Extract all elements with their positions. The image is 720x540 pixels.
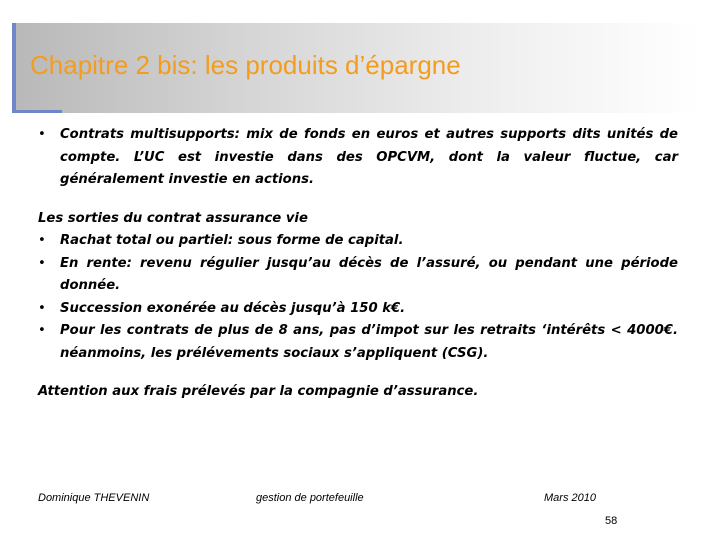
list-item-text: Succession exonérée au décès jusqu’à 150 k€. — [60, 300, 406, 316]
title-accent-bar — [12, 23, 16, 113]
title-underline — [12, 110, 62, 113]
bullet-icon: • — [38, 233, 46, 248]
page-number: 58 — [605, 515, 618, 527]
exit-options-list — [38, 230, 678, 365]
slide-body — [38, 124, 678, 404]
slide-title: Chapitre 2 bis: les produits d’épargne — [30, 50, 461, 80]
spacer — [38, 192, 678, 208]
intro-bullet — [38, 124, 678, 192]
list-item — [38, 320, 678, 365]
footer-course: gestion de portefeuille — [256, 492, 364, 504]
bullet-icon: • — [38, 323, 46, 338]
footer-author: Dominique THEVENIN — [38, 492, 150, 504]
intro-list — [38, 124, 678, 192]
section-heading: Les sorties du contrat assurance vie — [38, 210, 308, 226]
list-item-text: En rente: revenu régulier jusqu’au décès de l’assuré, ou pendant une période donnée. — [60, 255, 678, 293]
bullet-icon: • — [38, 255, 46, 271]
footer-date: Mars 2010 — [544, 492, 596, 504]
list-item-text: Rachat total ou partiel: sous forme de capital. — [60, 233, 404, 248]
list-item — [38, 230, 678, 253]
list-item — [38, 298, 678, 321]
list-item — [38, 253, 678, 298]
bullet-icon: • — [38, 127, 46, 142]
bullet-icon: • — [38, 300, 46, 316]
intro-bullet-text: Contrats multisupports: mix de fonds en euros et autres supports dits unités de compte. L’UC est investie dans des OPCVM, dont la valeur fluctue, car généralement investie en actions. — [60, 127, 678, 187]
list-item-text: Pour les contrats de plus de 8 ans, pas d’impot sur les retraits ‘intérêts < 4000€. néanmoins, les prélévements sociaux s’appliquent (CSG). — [60, 323, 678, 361]
warning-text: Attention aux frais prélevés par la compagnie d’assurance. — [38, 384, 479, 399]
spacer — [38, 365, 678, 381]
